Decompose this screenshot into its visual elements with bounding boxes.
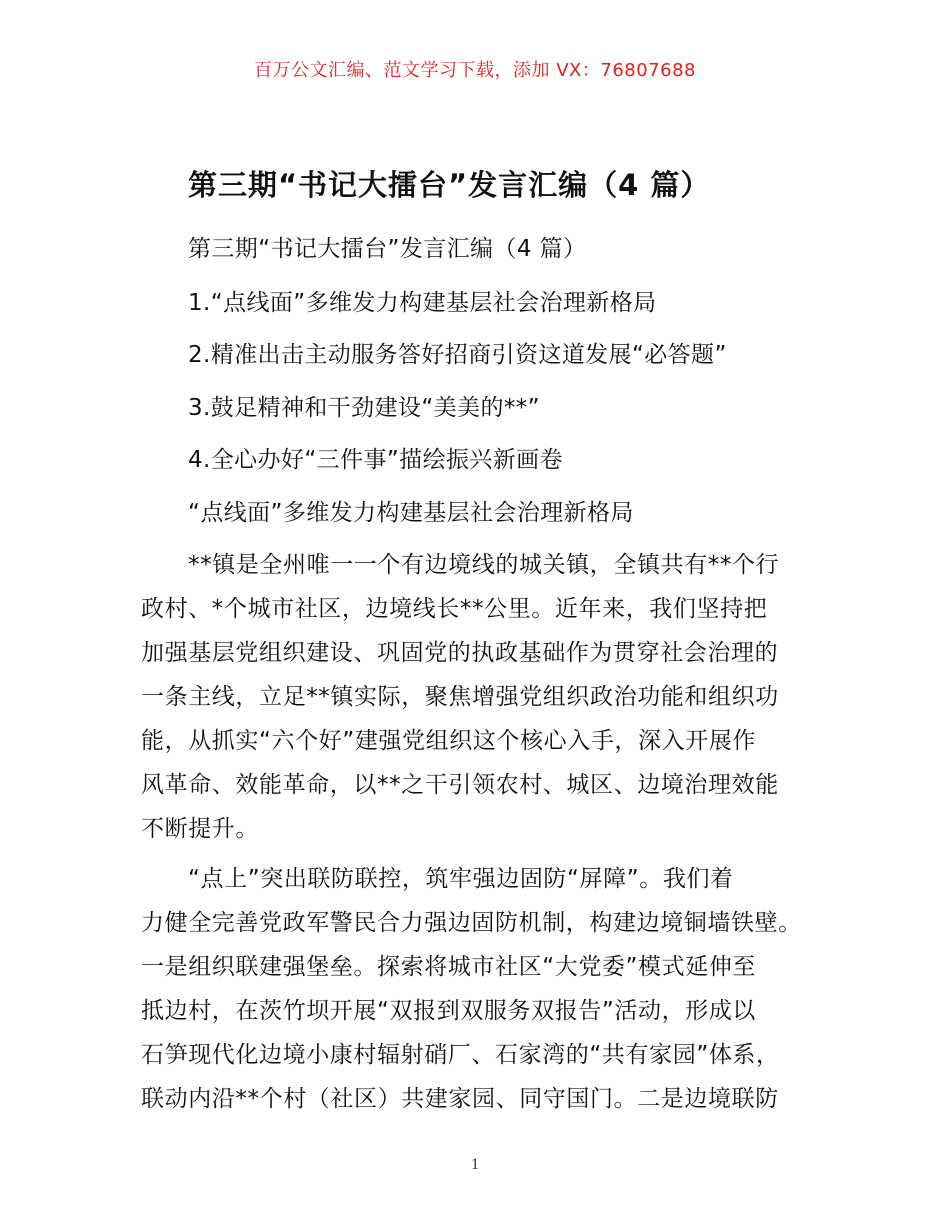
- page-number: 1: [471, 1156, 479, 1173]
- paragraph-1-line: 能，从抓实“六个好”建强党组织这个核心入手，深入开展作: [141, 728, 757, 754]
- document-title: 第三期“书记大擂台”发言汇编（4 篇）: [188, 168, 711, 202]
- paragraph-2-line: 联动内沿**个村（社区）共建家园、同守国门。二是边境联防: [141, 1086, 779, 1112]
- paragraph-2-line: 石笋现代化边境小康村辐射硝厂、石家湾的“共有家园”体系，: [141, 1042, 780, 1068]
- toc-item-4: 4.全心办好“三件事”描绘振兴新画卷: [188, 447, 563, 473]
- paragraph-1-line: 风革命、效能革命，以**之干引领农村、城区、边境治理效能: [141, 772, 779, 798]
- paragraph-2-line: 抵边村，在茨竹坝开展“双报到双服务双报告”活动，形成以: [141, 998, 757, 1024]
- paragraph-1-line: **镇是全州唯一一个有边境线的城关镇，全镇共有**个行: [188, 552, 780, 578]
- paragraph-1-line: 不断提升。: [141, 816, 259, 842]
- toc-item-2: 2.精准出击主动服务答好招商引资这道发展“必答题”: [188, 342, 727, 368]
- paragraph-1-line: 政村、*个城市社区，边境线长**公里。近年来，我们坚持把: [141, 596, 768, 622]
- paragraph-2-line: 一是组织联建强堡垒。探索将城市社区“大党委”模式延伸至: [141, 954, 757, 980]
- watermark-banner: 百万公文汇编、范文学习下载，添加 VX：76807688: [254, 60, 696, 81]
- toc-item-1: 1.“点线面”多维发力构建基层社会治理新格局: [188, 290, 657, 316]
- paragraph-2-line: “点上”突出联防联控，筑牢强边固防“屏障”。我们着: [188, 866, 734, 892]
- paragraph-1-line: 一条主线，立足**镇实际，聚焦增强党组织政治功能和组织功: [141, 684, 779, 710]
- toc-item-3: 3.鼓足精神和干劲建设“美美的**”: [188, 395, 540, 421]
- paragraph-2-line: 力健全完善党政军警民合力强边固防机制，构建边境铜墙铁壁。: [141, 910, 802, 936]
- toc-heading: 第三期“书记大擂台”发言汇编（4 篇）: [188, 236, 587, 262]
- article-title: “点线面”多维发力构建基层社会治理新格局: [188, 500, 634, 526]
- paragraph-1-line: 加强基层党组织建设、巩固党的执政基础作为贯穿社会治理的: [141, 640, 779, 666]
